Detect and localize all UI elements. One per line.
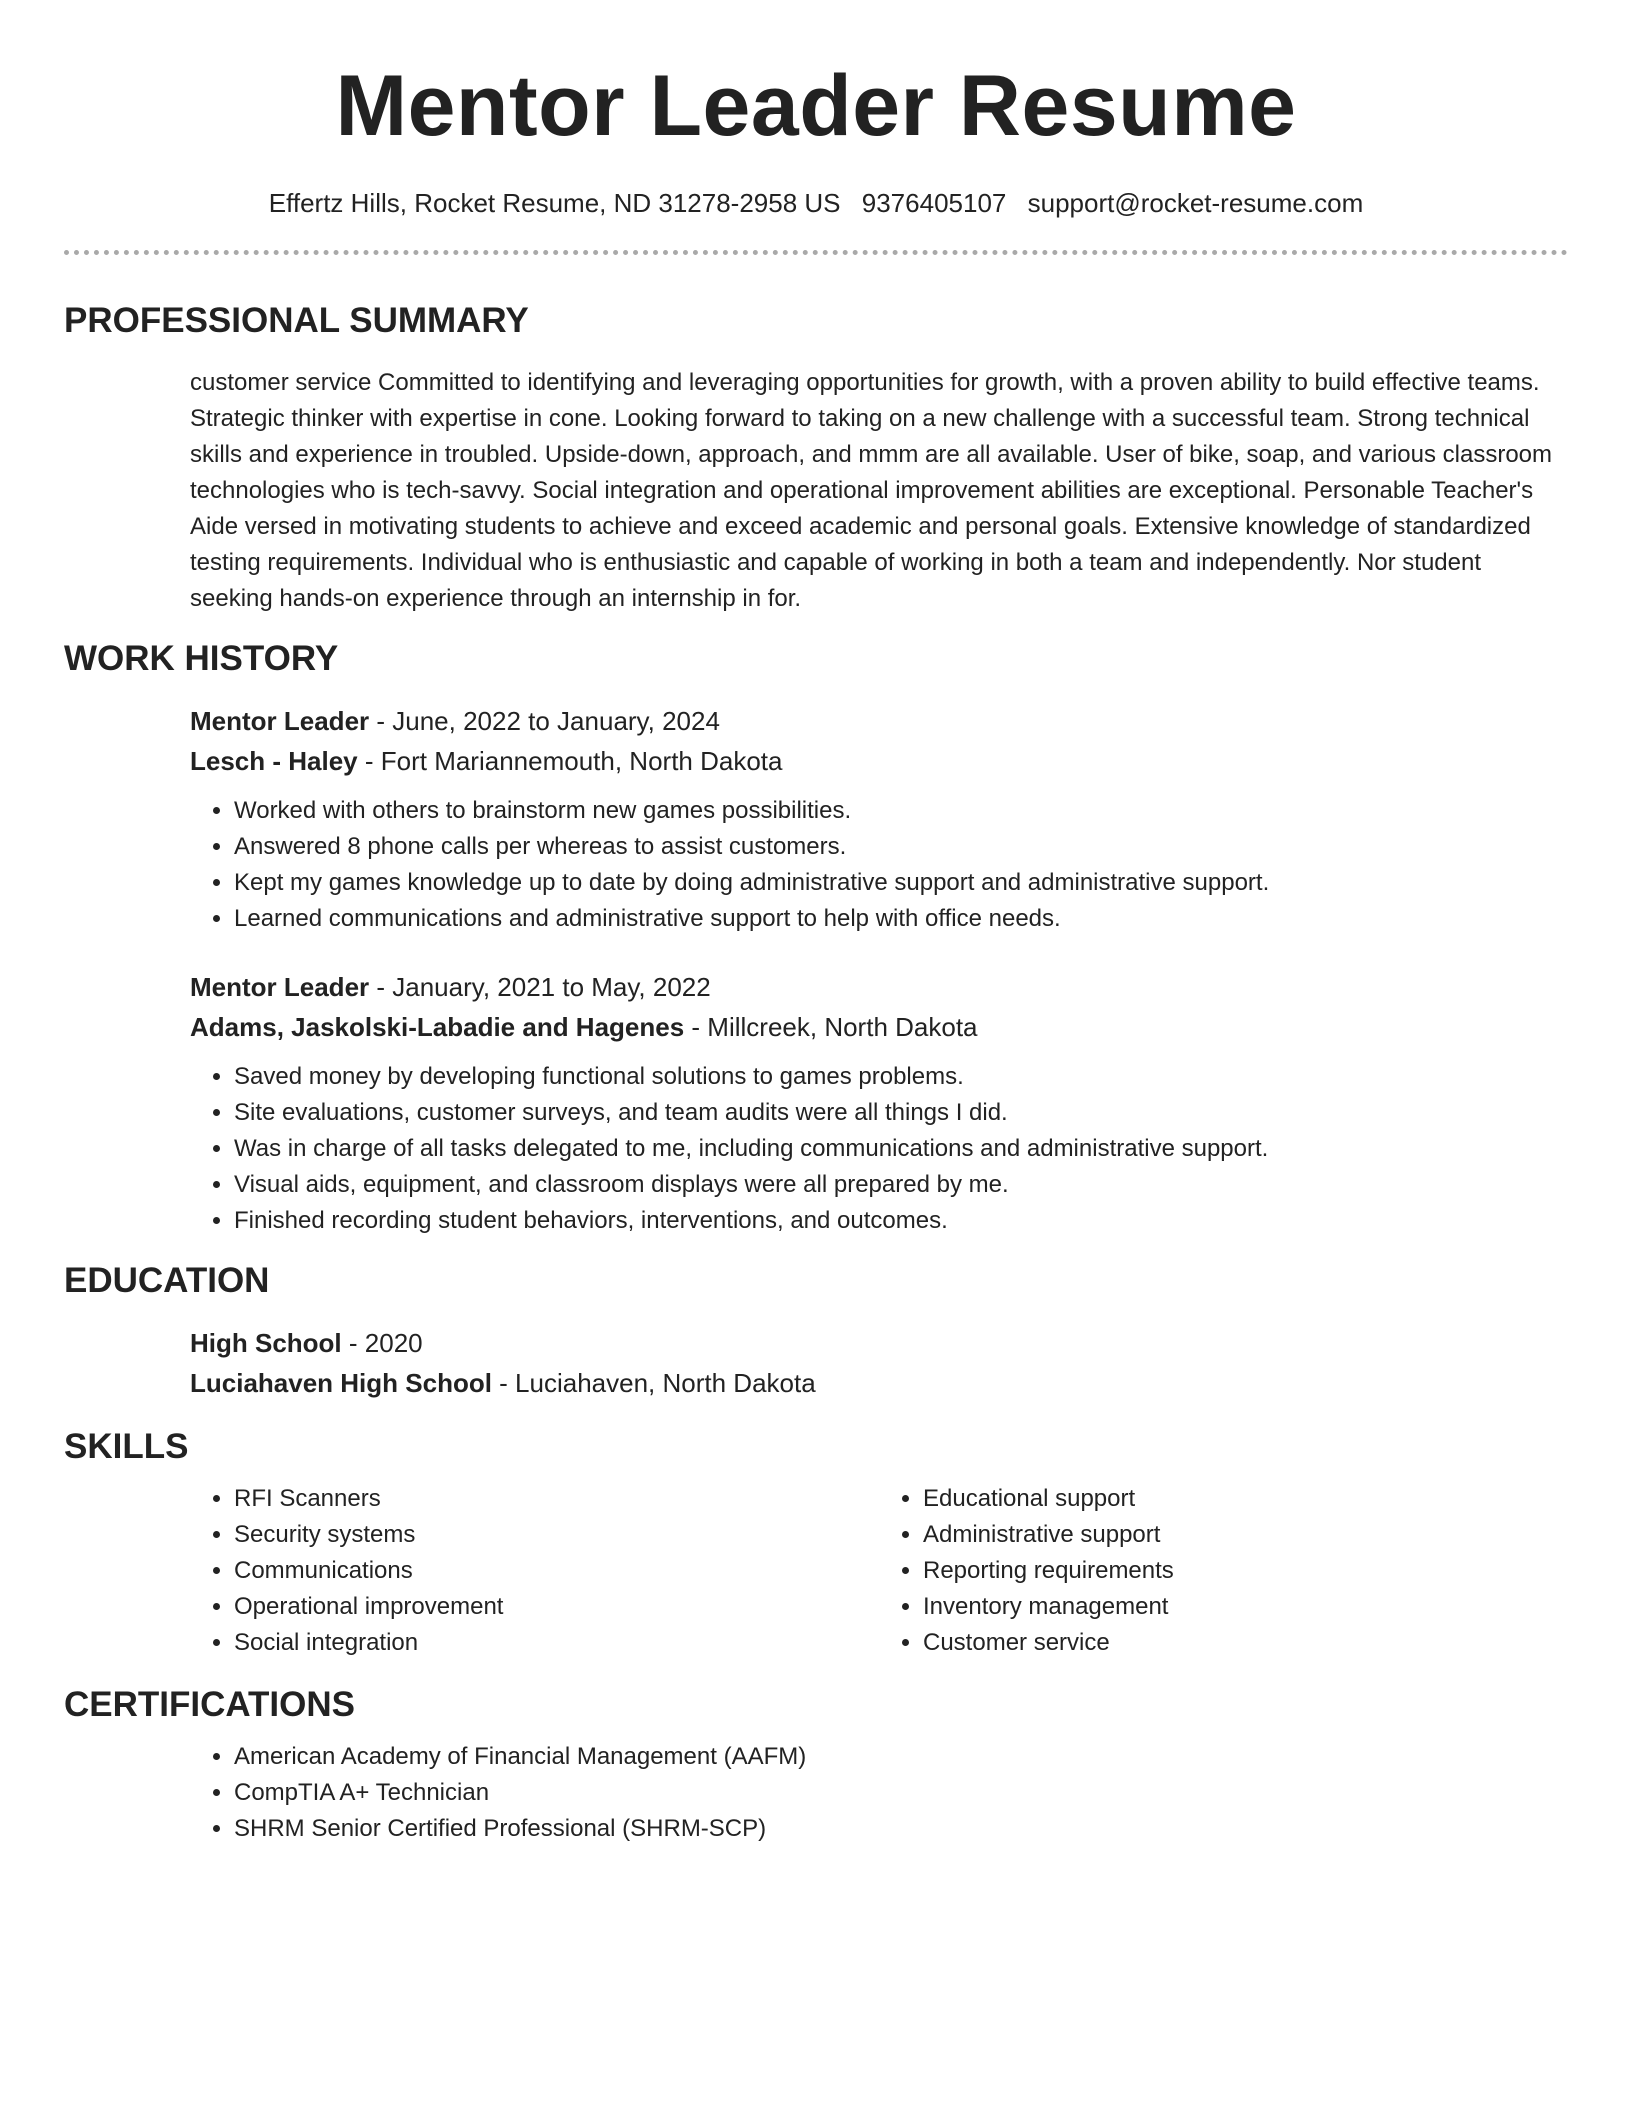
job-location: - Millcreek, North Dakota bbox=[684, 1012, 978, 1042]
list-item: • RFI Scanners bbox=[234, 1481, 879, 1517]
education-school: Luciahaven High School bbox=[190, 1368, 492, 1398]
skills-heading: SKILLS bbox=[64, 1427, 189, 1466]
list-item: • Saved money by developing functional solutions to games problems. bbox=[234, 1059, 1568, 1095]
certifications-wrapper bbox=[190, 1739, 1568, 1847]
job-dates: - January, 2021 to May, 2022 bbox=[369, 972, 711, 1002]
job-title-line bbox=[190, 967, 1568, 1007]
contact-address: Effertz Hills, Rocket Resume, ND 31278-2958 US bbox=[268, 188, 841, 218]
certifications-section bbox=[64, 1683, 1568, 1847]
job-role: Mentor Leader bbox=[190, 706, 370, 736]
job-dates: - June, 2022 to January, 2024 bbox=[369, 706, 720, 736]
education-section bbox=[64, 1259, 1568, 1403]
education-degree: High School bbox=[190, 1328, 342, 1358]
job-company-line bbox=[190, 741, 1568, 781]
list-item: • Worked with others to brainstorm new games possibilities. bbox=[234, 793, 1568, 829]
contact-email: support@rocket-resume.com bbox=[1027, 188, 1364, 218]
summary-text: customer service Committed to identifying and leveraging opportunities for growth, with a proven ability to build effective teams. Strategic thinker with expertise in cone. Looking forward to taking on a new challenge with a successful team. Strong technical skills and experience in troubled. Upside-down, approach, and mmm are all available. User of bike, soap, and various classroom technologies who is tech-savvy. Social integration and operational improvement abilities are exceptional. Personable Teacher's Aide versed in motivating students to achieve and exceed academic and personal goals. Extensive knowledge of standardized testing requirements. Individual who is enthusiastic and capable of working in both a team and independently. Nor student seeking hands-on experience through an internship in for. bbox=[190, 369, 1553, 612]
list-item: • Visual aids, equipment, and classroom displays were all prepared by me. bbox=[234, 1167, 1568, 1203]
job-bullets bbox=[190, 1059, 1568, 1239]
list-item: • Finished recording student behaviors, interventions, and outcomes. bbox=[234, 1203, 1568, 1239]
job-entry bbox=[190, 967, 1568, 1239]
list-item: • Communications bbox=[234, 1553, 879, 1589]
list-item: • Educational support bbox=[923, 1481, 1568, 1517]
list-item: • Kept my games knowledge up to date by doing administrative support and administrative support. bbox=[234, 865, 1568, 901]
skills-grid bbox=[190, 1481, 1568, 1661]
education-year: - 2020 bbox=[341, 1328, 423, 1358]
skills-list-left bbox=[190, 1481, 879, 1661]
summary-section bbox=[64, 299, 1568, 617]
work-history-heading: WORK HISTORY bbox=[64, 639, 339, 678]
list-item: • Inventory management bbox=[923, 1589, 1568, 1625]
job-bullets bbox=[190, 793, 1568, 937]
list-item: • Learned communications and administrative support to help with office needs. bbox=[234, 901, 1568, 937]
skills-section bbox=[64, 1425, 1568, 1661]
list-item: • CompTIA A+ Technician bbox=[234, 1775, 1568, 1811]
list-item: • Social integration bbox=[234, 1625, 879, 1661]
job-role: Mentor Leader bbox=[190, 972, 370, 1002]
contact-line bbox=[64, 186, 1568, 220]
contact-phone: 9376405107 bbox=[861, 188, 1007, 218]
education-school-line bbox=[190, 1363, 1568, 1403]
skills-list-right bbox=[879, 1481, 1568, 1661]
certifications-list bbox=[190, 1739, 1568, 1847]
job-company: Adams, Jaskolski-Labadie and Hagenes bbox=[190, 1012, 685, 1042]
job-company: Lesch - Haley bbox=[190, 746, 358, 776]
list-item: • Answered 8 phone calls per whereas to assist customers. bbox=[234, 829, 1568, 865]
job-company-line bbox=[190, 1007, 1568, 1047]
list-item: • Customer service bbox=[923, 1625, 1568, 1661]
list-item: • American Academy of Financial Management (AAFM) bbox=[234, 1739, 1568, 1775]
education-degree-line bbox=[190, 1323, 1568, 1363]
list-item: • Site evaluations, customer surveys, and team audits were all things I did. bbox=[234, 1095, 1568, 1131]
resume-title: Mentor Leader Resume bbox=[335, 58, 1297, 154]
list-item: • Administrative support bbox=[923, 1517, 1568, 1553]
education-heading: EDUCATION bbox=[64, 1261, 270, 1300]
list-item: • Reporting requirements bbox=[923, 1553, 1568, 1589]
list-item: • Operational improvement bbox=[234, 1589, 879, 1625]
header-divider bbox=[64, 250, 1568, 255]
job-title-line bbox=[190, 701, 1568, 741]
list-item: • SHRM Senior Certified Professional (SHRM-SCP) bbox=[234, 1811, 1568, 1847]
list-item: • Security systems bbox=[234, 1517, 879, 1553]
job-entry bbox=[190, 701, 1568, 937]
education-location: - Luciahaven, North Dakota bbox=[491, 1368, 816, 1398]
summary-heading: PROFESSIONAL SUMMARY bbox=[64, 301, 529, 340]
list-item: • Was in charge of all tasks delegated to me, including communications and administrative support. bbox=[234, 1131, 1568, 1167]
education-entry bbox=[190, 1323, 1568, 1403]
certifications-heading: CERTIFICATIONS bbox=[64, 1685, 356, 1724]
job-location: - Fort Mariannemouth, North Dakota bbox=[357, 746, 783, 776]
resume-page bbox=[64, 0, 1568, 1847]
work-history-section bbox=[64, 637, 1568, 1239]
